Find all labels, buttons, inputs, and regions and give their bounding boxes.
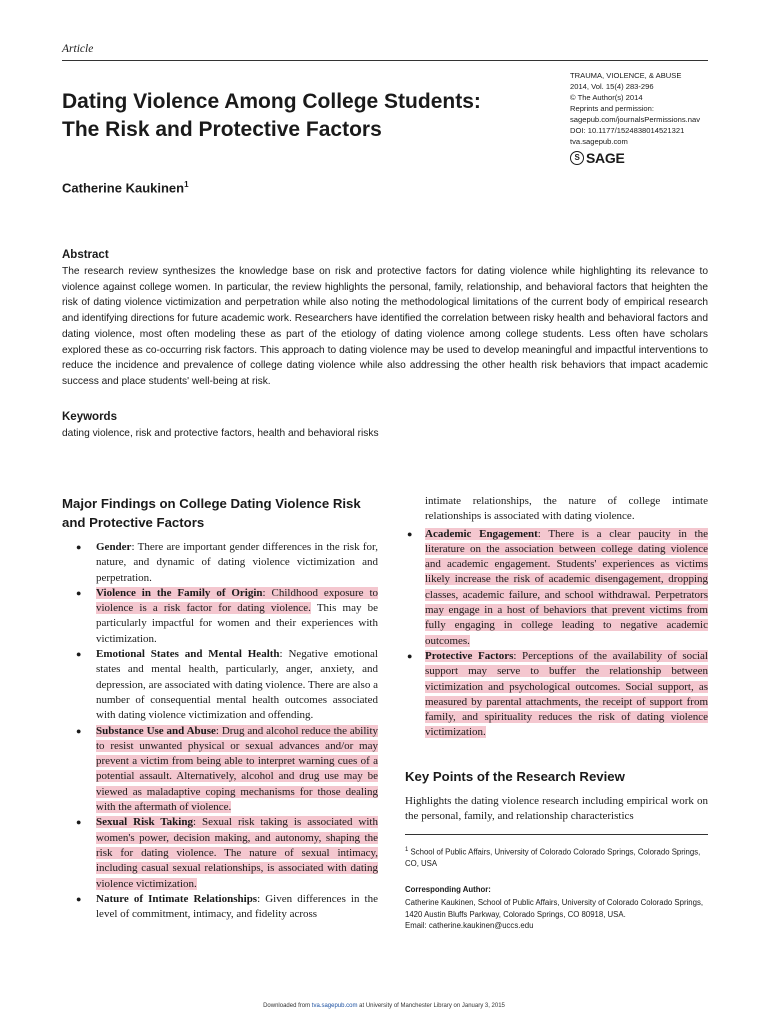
doi[interactable]: DOI: 10.1177/1524838014521321 — [570, 126, 685, 135]
article-type-label: Article — [62, 43, 94, 55]
reprints-label: Reprints and permission: — [570, 104, 654, 113]
footnote-rule — [405, 834, 708, 835]
finding-term: Academic Engagement — [425, 527, 538, 540]
finding-term: Sexual Risk Taking — [96, 816, 193, 829]
list-item — [62, 586, 378, 647]
affiliation-text: School of Public Affairs, University of Colorado Colorado Springs, Colorado Springs, CO, USA — [405, 847, 701, 869]
finding-text: : There is a clear paucity in the literature on the association between college dating violence and academic engagement. Students' experiences as victims likely increase the risk of academic disengagement, dropping classes, academic failure, and school withdrawal. Perpetrators may engage in a host of behaviors that prevent victims from fully engaging in college leading to negative academic outcomes. — [425, 527, 709, 647]
publisher-logo — [570, 150, 624, 166]
finding-term: Violence in the Family of Origin — [96, 586, 263, 599]
bullet-icon: ● — [76, 542, 82, 552]
journal-site[interactable]: tva.sagepub.com — [570, 137, 628, 146]
list-item — [62, 892, 378, 923]
finding-text: : Childhood exposure to violence is a risk factor for dating violence. — [96, 586, 378, 615]
finding-text: : Given differences in the level of commitment, intimacy, and fidelity across — [96, 892, 378, 921]
corresponding-author-email[interactable]: Email: catherine.kaukinen@uccs.edu — [405, 921, 534, 931]
author-affiliation-marker: 1 — [184, 180, 189, 189]
publisher-name: SAGE — [586, 150, 625, 166]
finding-continuation: intimate relationships, the nature of college intimate relationships is associated with dating violence. — [425, 495, 708, 523]
finding-term: Gender — [96, 541, 132, 553]
key-points-body — [405, 794, 708, 825]
bullet-icon: ● — [76, 817, 82, 828]
footnote-marker: 1 — [405, 847, 409, 854]
copyright-line: © The Author(s) 2014 — [570, 93, 643, 102]
list-item — [405, 649, 708, 741]
sage-logo-icon: S — [570, 151, 584, 165]
reprints-url[interactable]: sagepub.com/journalsPermissions.nav — [570, 115, 701, 124]
finding-text: : Drug and alcohol reduce the ability to resist unwanted physical or sexual advances and/or may prevent a victim from being able to interpret warning cues of a potential assault. Alternatively, alcohol and drug use may be viewed as maladaptive coping mechanisms for those dealing with the aftermath of violence. — [96, 724, 379, 814]
highlighted-span — [96, 816, 378, 889]
key-points-text: Highlights the dating violence research including empirical work on the personal, family, and relationship characteristics — [405, 794, 708, 823]
highlighted-span — [425, 528, 708, 647]
journal-name: TRAUMA, VIOLENCE, & ABUSE — [570, 71, 682, 80]
key-points-heading: Key Points of the Research Review — [405, 768, 625, 784]
download-footer — [0, 1003, 768, 1009]
findings-list — [62, 540, 378, 922]
keywords-heading: Keywords — [62, 411, 117, 423]
finding-term: Nature of Intimate Relationships — [96, 892, 258, 905]
header-rule — [62, 60, 708, 61]
corresponding-author-heading: Corresponding Author: — [405, 884, 491, 894]
major-findings-heading: Major Findings on College Dating Violence Risk and Protective Factors — [62, 496, 361, 530]
abstract-heading: Abstract — [62, 249, 109, 261]
finding-text: : Perceptions of the availability of social support may serve to buffer the relationship between victimization and psychological outcomes. Social support, as measured by parental attachments, the receipt of support from family, and spirituality reduces the risk of dating violence victimization. — [425, 649, 708, 739]
corresponding-author-text: Catherine Kaukinen, School of Public Affairs, University of Colorado Colorado Springs, 1420 Austin Bluffs Parkway, Colorado Springs, CO 80918, USA. — [405, 898, 704, 919]
list-item — [62, 540, 378, 586]
finding-text-rest: This may be particularly impactful for women and their experiences with victimization. — [96, 602, 378, 645]
volume-info: 2014, Vol. 15(4) 283-296 — [570, 82, 654, 91]
article-title — [62, 88, 542, 144]
highlighted-span — [96, 725, 378, 813]
author-name — [62, 180, 189, 195]
finding-text: : Sexual risk taking is associated with women's power, decision making, and autonomy, shaping the risk for dating violence. The nature of sexual intimacy, including casual sexual relationships, is associated with dating violence victimization. — [96, 816, 378, 890]
highlighted-span — [425, 650, 708, 738]
finding-term: Emotional States and Mental Health — [96, 648, 280, 661]
bullet-icon: ● — [76, 649, 82, 660]
bullet-icon: ● — [407, 528, 413, 539]
finding-text: : There are important gender differences in the risk for, nature, and dynamic of dating violence victimization and perpetration. — [96, 541, 378, 584]
finding-term: Substance Use and Abuse — [96, 724, 216, 737]
finding-text: : Negative emotional states and mental health, particularly, anger, anxiety, and depression, are associated with dating violence. There are also a number of consequential mental health outcomes associated with dating violence victimization and offending. — [96, 648, 378, 722]
bullet-icon: ● — [76, 893, 82, 904]
bullet-icon: ● — [76, 587, 82, 598]
footer-site-link[interactable]: tva.sagepub.com — [311, 1003, 358, 1009]
bullet-icon: ● — [407, 650, 413, 661]
list-item — [62, 815, 378, 891]
findings-list-continued — [405, 527, 708, 741]
list-item — [62, 724, 378, 816]
footer-prefix: Downloaded from — [263, 1003, 312, 1009]
left-column — [62, 494, 378, 922]
publication-metadata — [570, 70, 720, 147]
title-line-2: The Risk and Protective Factors — [62, 118, 382, 141]
list-item — [405, 527, 708, 649]
title-line-1: Dating Violence Among College Students: — [62, 90, 481, 113]
right-column — [405, 494, 708, 932]
keywords-text: dating violence, risk and protective factors, health and behavioral risks — [62, 428, 379, 439]
bullet-icon: ● — [76, 725, 82, 736]
affiliation-footnote — [405, 845, 708, 870]
footer-suffix: at University of Manchester Library on January 3, 2015 — [357, 1003, 505, 1009]
abstract-text: The research review synthesizes the knowledge base on risk and protective factors for dating violence while highlighting its relevance to violence against college women. In particular, the review highlights the personal, family, relationship, and behavioral factors that heighten the risk of dating violence victimization and perpetration while also noting the methodological limitations of the current body of empirical research and identifying directions for future academic work. Researchers have identified the correlation between risky health and behavioral factors and dating violence, most often modeling these as part of the etiology of dating violence among college students. Less often have scholars explored these as co-occurring risk factors. This approach to dating violence may be used to develop meaningful and impactful interventions to reduce the incidence and prevalence of college dating violence while also addressing the other health risk behaviors that impact academic success and place students' well-being at risk. — [62, 266, 708, 387]
list-item — [62, 647, 378, 723]
author-text: Catherine Kaukinen — [62, 180, 185, 196]
finding-term: Protective Factors — [425, 649, 514, 662]
